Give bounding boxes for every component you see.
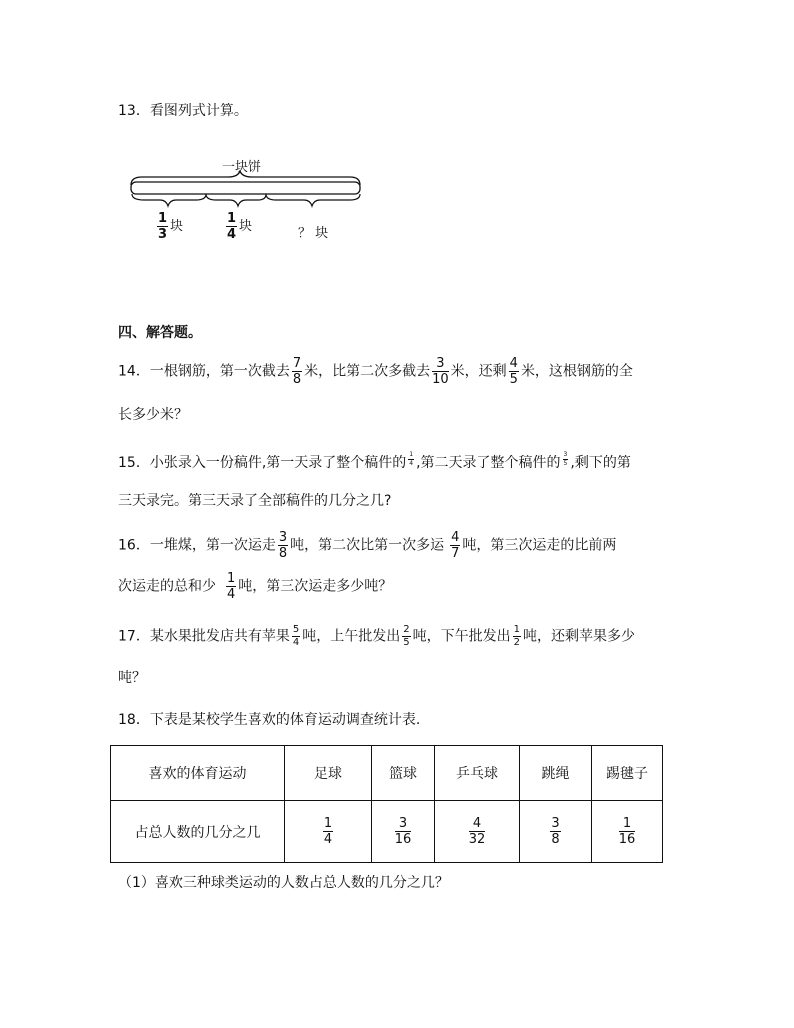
table-row-header — [111, 746, 663, 801]
table-fraction-cell: $\frac{4}{32}$ — [435, 801, 520, 863]
q15-line1: 15．小张录入一份稿件,第一天录了整个稿件的 $\frac{1}{4}$ ,第二天录了整个稿件的 $\frac{3}{5}$ ,剩下的第 — [118, 451, 631, 471]
table-header-label: 喜欢的体育运动 — [111, 746, 285, 801]
table-sport-cell: 篮球 — [372, 746, 435, 801]
diagram-part2-label: $\frac{1}{4}$ 块 — [227, 211, 253, 242]
table-fraction-cell: $\frac{1}{16}$ — [592, 801, 663, 863]
diagram-top-brace — [131, 171, 360, 185]
q18-sub1: （1）喜欢三种球类运动的人数占总人数的几分之几？ — [118, 875, 449, 891]
q14-line1: 14．一根钢筋，第一次截去 $\frac{7}{8}$ 米，比第二次多截去 $\frac{3}{10}$ 米，还剩 $\frac{4}{5}$ 米，这根钢筋的全 — [118, 356, 633, 387]
table-row-fractions — [111, 801, 663, 863]
table-sport-cell: 踢毽子 — [592, 746, 663, 801]
table-sport-cell: 乒乓球 — [435, 746, 520, 801]
table-sport-cell: 跳绳 — [520, 746, 592, 801]
diagram-brace-part3 — [266, 194, 360, 206]
diagram-brace-part1 — [132, 194, 206, 206]
table-sport-cell: 足球 — [285, 746, 372, 801]
section4-title: 四、解答题。 — [118, 325, 202, 341]
diagram-bar — [131, 182, 360, 194]
q17-line2: 吨？ — [118, 670, 146, 686]
diagram-bar-svg — [126, 170, 366, 210]
q13-text: 13．看图列式计算。 — [118, 103, 248, 119]
q18-text: 18．下表是某校学生喜欢的体育运动调查统计表. — [118, 712, 421, 728]
stats-table — [110, 745, 663, 863]
q15-line2: 三天录完。第三天录了全部稿件的几分之几? — [118, 493, 392, 509]
q17-line1: 17．某水果批发店共有苹果 $\frac{5}{4}$ 吨，上午批发出 $\frac{2}{5}$ 吨，下午批发出 $\frac{1}{2}$ 吨，还剩苹果多少 — [118, 624, 635, 648]
diagram-part1-frac: $\frac{1}{3}$ — [158, 211, 168, 242]
table-fraction-cell: $\frac{3}{8}$ — [520, 801, 592, 863]
q16-line2: 次运走的总和少 $\frac{1}{4}$ 吨，第三次运走多少吨？ — [118, 571, 393, 602]
table-row-label: 占总人数的几分之几 — [111, 801, 285, 863]
q14-line2: 长多少米？ — [118, 407, 188, 423]
diagram-top-label: 一块饼 — [222, 160, 262, 175]
diagram-brace-part2 — [206, 194, 266, 206]
diagram-part3-label: ？ 块 — [298, 226, 329, 241]
q16-line1: 16．一堆煤，第一次运走 $\frac{3}{8}$ 吨，第二次比第一次多运 $\frac{4}{7}$ 吨，第三次运走的比前两 — [118, 530, 617, 561]
diagram-part2-frac: $\frac{1}{4}$ — [227, 211, 237, 242]
diagram-part1-label: $\frac{1}{3}$ 块 — [158, 211, 184, 242]
table-fraction-cell: $\frac{3}{16}$ — [372, 801, 435, 863]
table-fraction-cell: $\frac{1}{4}$ — [285, 801, 372, 863]
